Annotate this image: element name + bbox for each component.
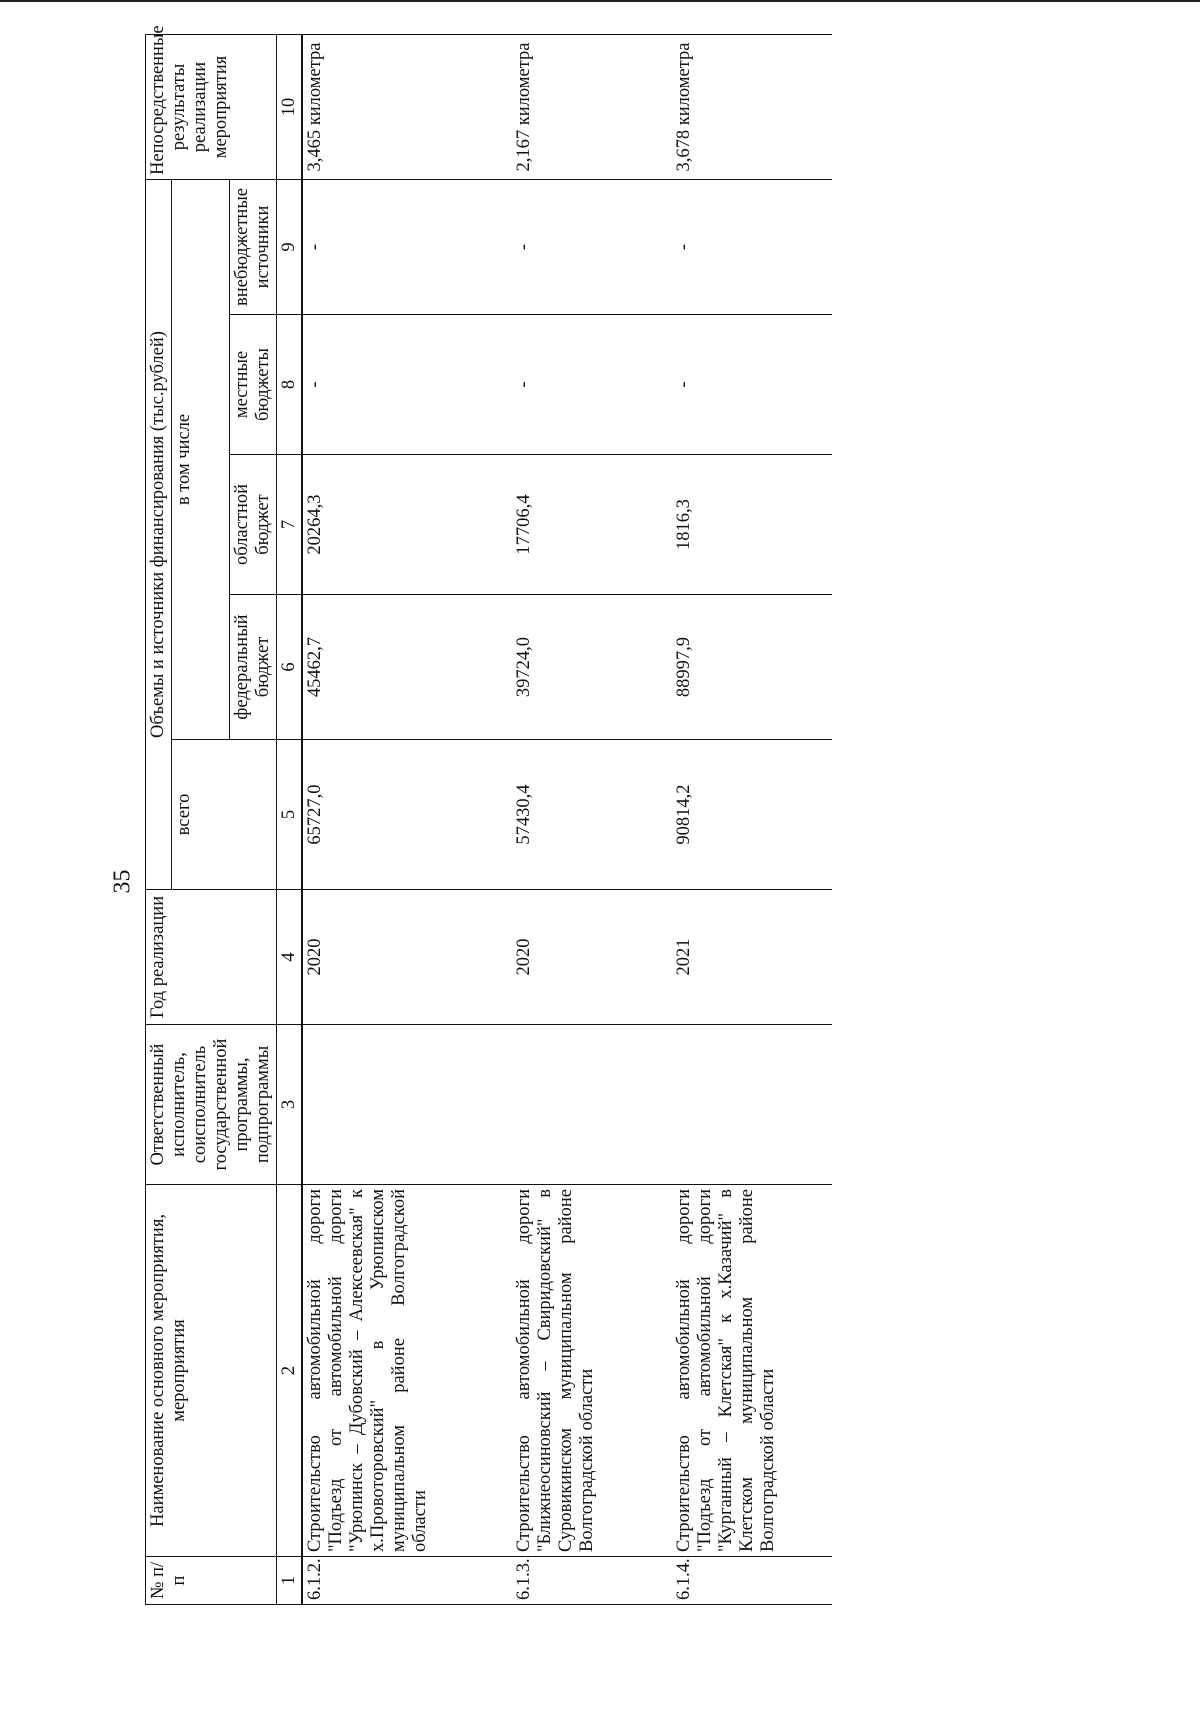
row-name: Строительство автомобильной дороги "Ближнеосиновский – Свиридовский" в Суровикинском муниципальном районе Волгоградской области <box>512 1185 672 1557</box>
row-name: Строительство автомобильной дороги "Подъезд от автомобильной дороги "Курганный – Клетская" к х.Казачий" в Клетском муниципальном районе Волгоградской области <box>672 1185 832 1557</box>
row-total: 90814,2 <box>672 740 832 890</box>
header-regional: областной бюджет <box>230 455 277 595</box>
col-number: 7 <box>277 455 303 595</box>
row-num: 6.1.2. <box>302 1557 512 1605</box>
header-total: всего <box>172 740 277 890</box>
col-number: 10 <box>277 35 303 180</box>
row-offbudget: - <box>672 180 832 315</box>
col-number: 3 <box>277 1025 303 1185</box>
col-number: 2 <box>277 1185 303 1557</box>
row-executor <box>672 1025 832 1185</box>
header-offbudget: внебюджетные источники <box>230 180 277 315</box>
row-year: 2020 <box>302 890 512 1025</box>
row-federal: 45462,7 <box>302 595 512 740</box>
row-result: 3,678 километра <box>672 35 832 180</box>
col-number: 8 <box>277 315 303 455</box>
row-local: - <box>302 315 512 455</box>
row-num: 6.1.3. <box>512 1557 672 1605</box>
row-federal: 39724,0 <box>512 595 672 740</box>
header-local: местные бюджеты <box>230 315 277 455</box>
page-number: 35 <box>109 869 136 894</box>
row-result: 3,465 километра <box>302 35 512 180</box>
header-num: № п/п <box>146 1557 277 1605</box>
header-year: Год реализации <box>146 890 277 1025</box>
row-executor <box>302 1025 512 1185</box>
row-executor <box>512 1025 672 1185</box>
row-name: Строительство автомобильной дороги "Подъезд от автомобильной дороги "Урюпинск – Дубовский – Алексеевская" к х.Провоторовский" в Урюпинском муниципальном районе Волгоградской области <box>302 1185 512 1557</box>
row-offbudget: - <box>512 180 672 315</box>
funding-table <box>145 25 832 1605</box>
row-result: 2,167 километра <box>512 35 672 180</box>
header-executor: Ответственный исполнитель, соисполнитель государственной программы, подпрограммы <box>146 1025 277 1185</box>
col-number: 4 <box>277 890 303 1025</box>
row-year: 2021 <box>672 890 832 1025</box>
header-federal: федеральный бюджет <box>230 595 277 740</box>
col-number: 6 <box>277 595 303 740</box>
header-result: Непосредственные результаты реализации мероприятия <box>146 35 277 180</box>
table-row <box>512 35 672 1605</box>
row-federal: 88997,9 <box>672 595 832 740</box>
rotated-table-page <box>145 25 778 1605</box>
row-local: - <box>512 315 672 455</box>
column-number-row <box>277 35 303 1605</box>
row-regional: 17706,4 <box>512 455 672 595</box>
col-number: 5 <box>277 740 303 890</box>
col-number: 1 <box>277 1557 303 1605</box>
table-row <box>302 35 512 1605</box>
row-num: 6.1.4. <box>672 1557 832 1605</box>
row-total: 65727,0 <box>302 740 512 890</box>
table-row <box>672 35 832 1605</box>
header-name: Наименование основного мероприятия, мероприятия <box>146 1185 277 1557</box>
col-number: 9 <box>277 180 303 315</box>
row-year: 2020 <box>512 890 672 1025</box>
row-regional: 1816,3 <box>672 455 832 595</box>
header-funding-group: Объемы и источники финансирования (тыс.рублей) <box>146 180 172 890</box>
scan-edge-line <box>0 0 1200 2</box>
header-including: в том числе <box>172 180 230 740</box>
row-local: - <box>672 315 832 455</box>
row-regional: 20264,3 <box>302 455 512 595</box>
row-total: 57430,4 <box>512 740 672 890</box>
row-offbudget: - <box>302 180 512 315</box>
